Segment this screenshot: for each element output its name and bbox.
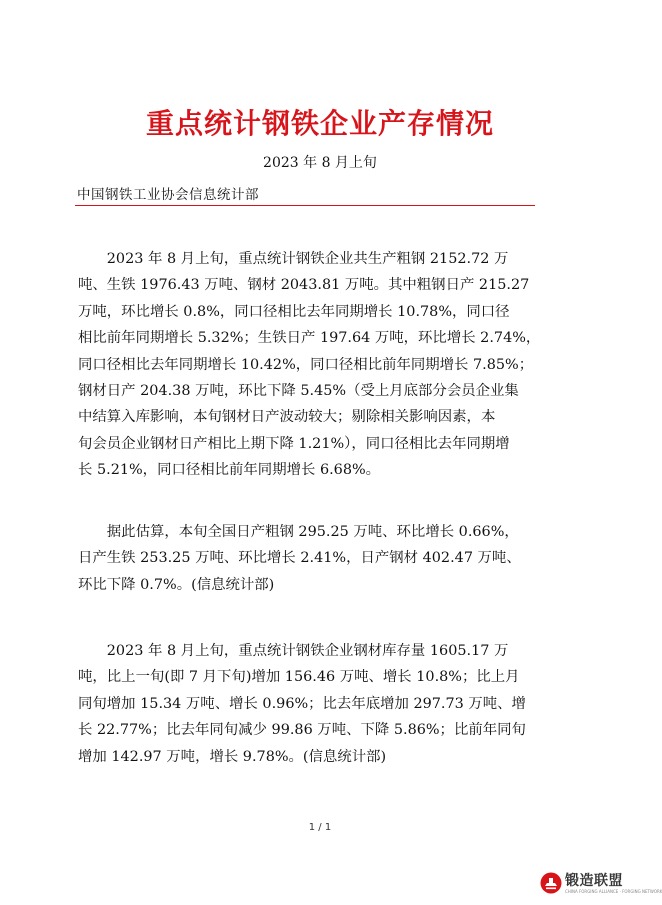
paragraph-line: 同旬增加 15.34 万吨、增长 0.96%；比去年底增加 297.73 万吨、增 xyxy=(78,695,526,712)
paragraph-line: 增加 142.97 万吨，增长 9.78%。(信息统计部) xyxy=(78,748,387,765)
watermark-subtitle: CHINA FORGING ALLIANCE · FORGING NETWORK xyxy=(565,889,662,894)
paragraph-inventory xyxy=(78,638,562,770)
paragraph-line: 旬会员企业钢材日产相比上期下降 1.21%），同口径相比去年同期增 xyxy=(78,435,510,452)
paragraph-line: 相比前年同期增长 5.32%；生铁日产 197.64 万吨，环比增长 2.74%， xyxy=(78,330,541,347)
document-date: 2023 年 8 月上旬 xyxy=(263,155,377,171)
paragraph-line: 万吨，环比增长 0.8%，同口径相比去年同期增长 10.78%，同口径 xyxy=(78,303,510,320)
paragraph-line: 2023 年 8 月上旬，重点统计钢铁企业钢材库存量 1605.17 万 xyxy=(78,643,509,659)
document-title: 重点统计钢铁企业产存情况 xyxy=(145,107,494,140)
paragraph-line: 长 22.77%；比去年同旬减少 99.86 万吨、下降 5.86%；比前年同旬 xyxy=(78,722,526,739)
paragraph-line: 据此估算，本旬全国日产粗钢 295.25 万吨、环比增长 0.66%， xyxy=(78,524,519,540)
paragraph-national-estimate xyxy=(78,519,562,598)
paragraph-line: 钢材日产 204.38 万吨，环比下降 5.45%（受上月底部分会员企业集 xyxy=(78,383,519,400)
header-divider xyxy=(75,205,535,206)
paragraph-line: 同口径相比去年同期增长 10.42%，同口径相比前年同期增长 7.85%； xyxy=(78,356,534,373)
paragraph-line: 吨、生铁 1976.43 万吨、钢材 2043.81 万吨。其中粗钢日产 215.27 xyxy=(78,277,530,294)
forge-logo-icon xyxy=(540,872,562,894)
watermark-logo xyxy=(540,866,662,902)
paragraph-line: 日产生铁 253.25 万吨、环比增长 2.41%，日产钢材 402.47 万吨、 xyxy=(78,550,521,567)
issuing-organization: 中国钢铁工业协会信息统计部 xyxy=(77,187,259,203)
watermark-name: 锻造联盟 xyxy=(565,873,623,889)
page-number: 1 / 1 xyxy=(308,822,332,833)
paragraph-line: 中结算入库影响，本旬钢材日产波动较大；剔除相关影响因素，本 xyxy=(78,409,496,426)
paragraph-line: 环比下降 0.7%。(信息统计部) xyxy=(78,576,275,593)
paragraph-line: 2023 年 8 月上旬，重点统计钢铁企业共生产粗钢 2152.72 万 xyxy=(78,251,509,267)
paragraph-line: 长 5.21%，同口径相比前年同期增长 6.68%。 xyxy=(78,462,381,479)
paragraph-line: 吨，比上一旬(即 7 月下旬)增加 156.46 万吨、增长 10.8%；比上月 xyxy=(78,669,520,686)
paragraph-production xyxy=(78,246,562,484)
